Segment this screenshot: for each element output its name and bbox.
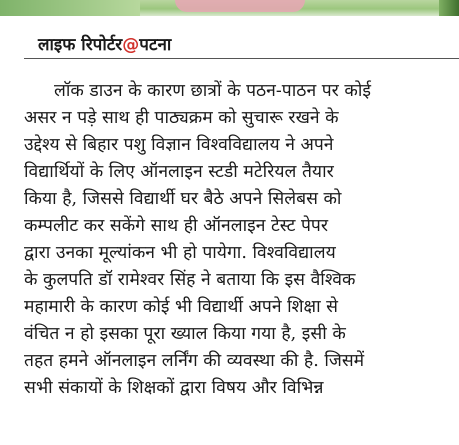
article-line: वंचित न हो इसका पूरा ख्याल किया गया है, इसी के [24, 324, 346, 344]
article-line: द्वारा उनका मूल्यांकन भी हो पायेगा. विश्वविद्यालय [24, 243, 336, 263]
article-line: विद्यार्थियों के लिए ऑनलाइन स्टडी मटेरियल तैयार [24, 162, 334, 182]
byline-city: पटना [139, 35, 172, 55]
byline [38, 34, 171, 56]
byline-reporter: लाइफ रिपोर्टर [38, 35, 123, 55]
article-body [24, 78, 452, 402]
article-line: महामारी के कारण कोई भी विद्यार्थी अपने शिक्षा से [24, 297, 339, 317]
article-line: सभी संकायों के शिक्षकों द्वारा विषय और विभिन्न [24, 378, 324, 398]
header-photo-strip [0, 0, 459, 16]
photo-flowerbed [175, 0, 305, 12]
article-line: कम्पलीट कर सकेंगे साथ ही ऑनलाइन टेस्ट पेपर [24, 216, 329, 236]
article-line: उद्देश्य से बिहार पशु विज्ञान विश्वविद्यालय ने अपने [24, 135, 334, 155]
photo-tree [439, 0, 459, 16]
article-line: लॉक डाउन के कारण छात्रों के पठन-पाठन पर कोई [54, 81, 371, 101]
photo-grass [0, 0, 140, 16]
article-line: तहत हमने ऑनलाइन लर्निंग की व्यवस्था की है. जिसमें [24, 351, 365, 371]
byline-divider [24, 58, 459, 59]
byline-at: @ [122, 35, 140, 55]
article-line: के कुलपति डॉ रामेश्वर सिंह ने बताया कि इस वैश्विक [24, 270, 356, 290]
article-line: असर न पड़े साथ ही पाठ्यक्रम को सुचारू रखने के [24, 108, 339, 128]
article-line: किया है, जिससे विद्यार्थी घर बैठे अपने सिलेबस को [24, 189, 342, 209]
